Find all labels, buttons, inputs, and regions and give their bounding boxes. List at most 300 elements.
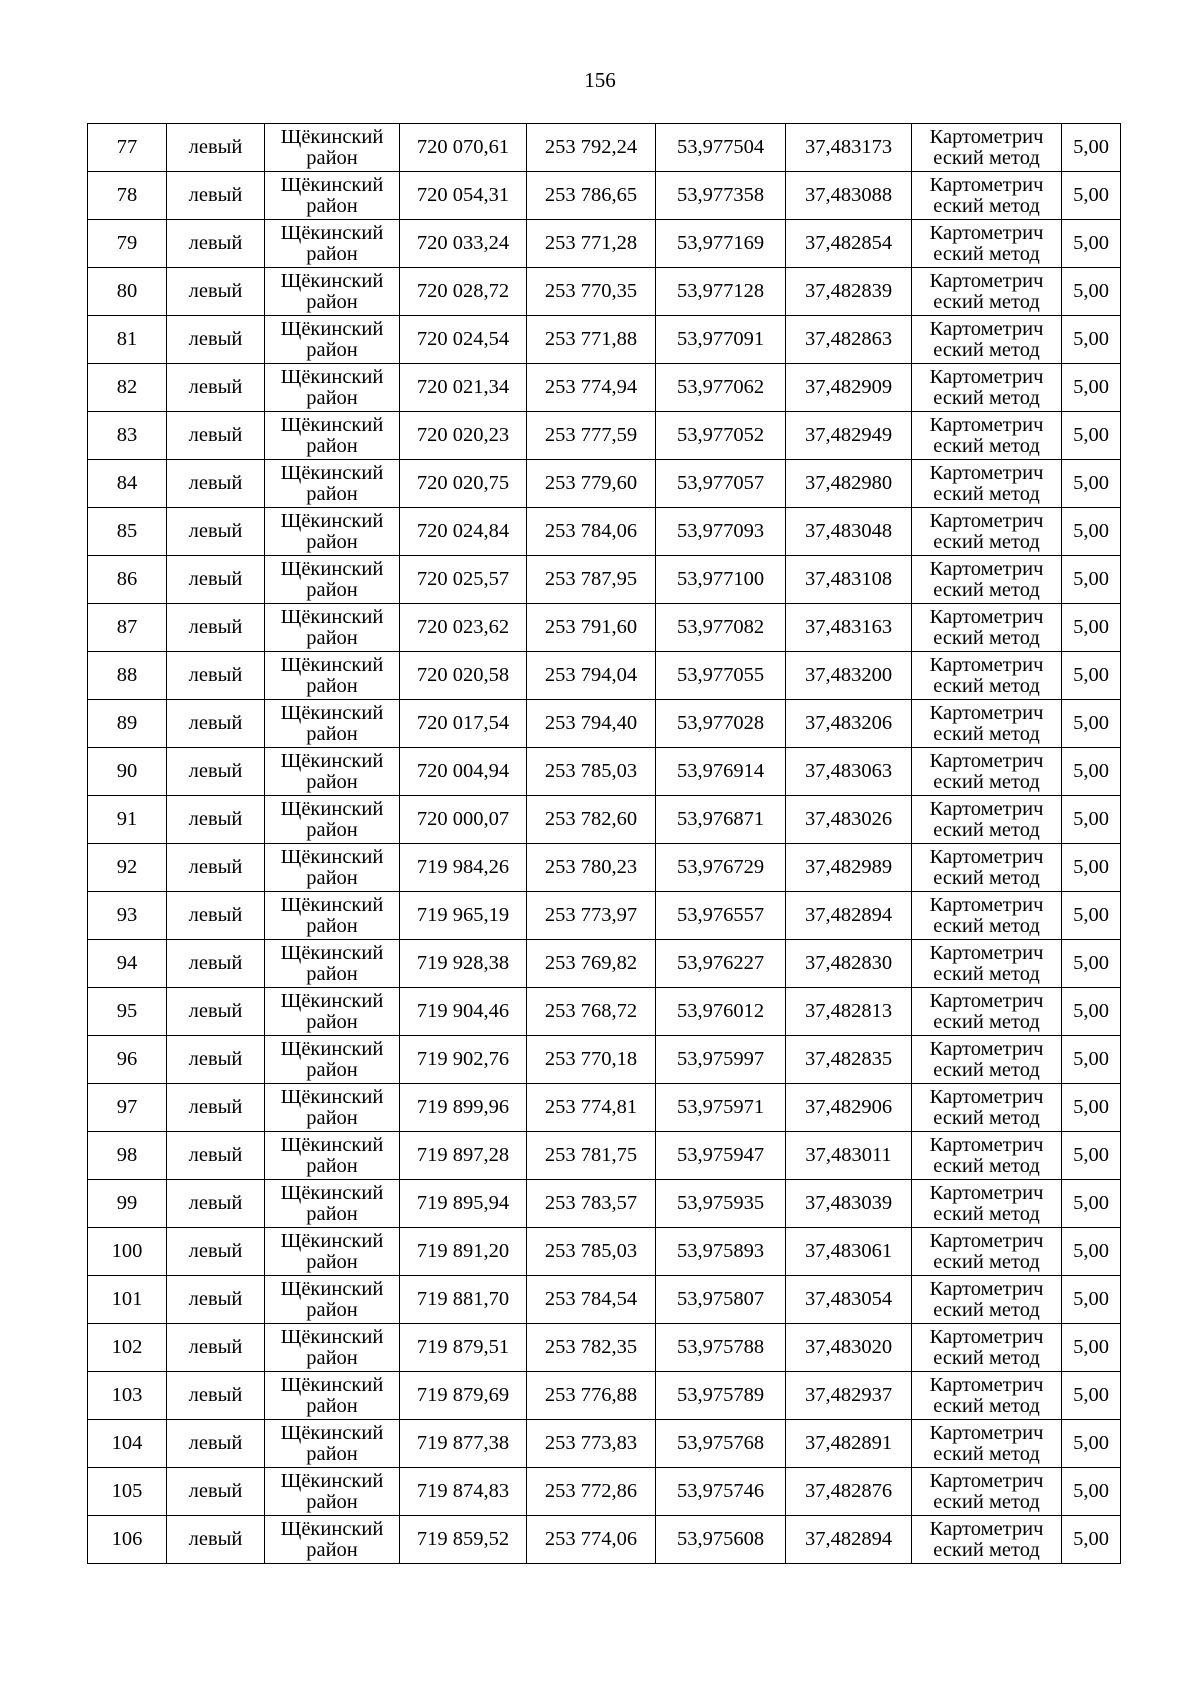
error-cell: 5,00 xyxy=(1062,1228,1121,1276)
latitude-cell: 53,975789 xyxy=(656,1372,786,1420)
method-cell xyxy=(912,460,1062,508)
table-row xyxy=(88,700,1121,748)
side-cell: левый xyxy=(167,604,265,652)
side-cell: левый xyxy=(167,700,265,748)
x-coordinate-cell: 719 895,94 xyxy=(400,1180,527,1228)
district-cell xyxy=(265,796,400,844)
longitude-cell: 37,482949 xyxy=(786,412,912,460)
x-coordinate-cell: 720 023,62 xyxy=(400,604,527,652)
table-row xyxy=(88,1084,1121,1132)
side-cell: левый xyxy=(167,1420,265,1468)
point-number: 103 xyxy=(88,1372,167,1420)
side-cell: левый xyxy=(167,364,265,412)
method-cell xyxy=(912,796,1062,844)
district-cell xyxy=(265,220,400,268)
y-coordinate-cell: 253 785,03 xyxy=(527,748,656,796)
method-line-2: еский метод xyxy=(933,914,1040,937)
method-cell xyxy=(912,1180,1062,1228)
table-row xyxy=(88,172,1121,220)
method-line-2: еский метод xyxy=(933,1442,1040,1465)
latitude-cell: 53,977358 xyxy=(656,172,786,220)
method-cell xyxy=(912,268,1062,316)
district-line-1: Щёкинский xyxy=(280,221,384,244)
district-cell xyxy=(265,940,400,988)
table-row xyxy=(88,1324,1121,1372)
district-cell xyxy=(265,364,400,412)
method-line-1: Картометрич xyxy=(929,461,1044,484)
x-coordinate-cell: 720 000,07 xyxy=(400,796,527,844)
method-line-2: еский метод xyxy=(933,1250,1040,1273)
y-coordinate-cell: 253 787,95 xyxy=(527,556,656,604)
method-line-2: еский метод xyxy=(933,818,1040,841)
district-line-2: район xyxy=(306,1010,358,1033)
point-number: 80 xyxy=(88,268,167,316)
district-line-1: Щёкинский xyxy=(280,365,384,388)
method-cell xyxy=(912,508,1062,556)
district-line-1: Щёкинский xyxy=(280,1373,384,1396)
district-line-1: Щёкинский xyxy=(280,1181,384,1204)
error-cell: 5,00 xyxy=(1062,844,1121,892)
table-row xyxy=(88,1132,1121,1180)
table-row xyxy=(88,556,1121,604)
latitude-cell: 53,977128 xyxy=(656,268,786,316)
method-line-2: еский метод xyxy=(933,434,1040,457)
error-cell: 5,00 xyxy=(1062,220,1121,268)
side-cell: левый xyxy=(167,1036,265,1084)
latitude-cell: 53,976227 xyxy=(656,940,786,988)
district-line-1: Щёкинский xyxy=(280,1037,384,1060)
district-line-2: район xyxy=(306,1298,358,1321)
method-cell xyxy=(912,988,1062,1036)
longitude-cell: 37,483173 xyxy=(786,124,912,172)
latitude-cell: 53,975807 xyxy=(656,1276,786,1324)
x-coordinate-cell: 720 020,58 xyxy=(400,652,527,700)
error-cell: 5,00 xyxy=(1062,940,1121,988)
point-number: 99 xyxy=(88,1180,167,1228)
district-cell xyxy=(265,124,400,172)
error-cell: 5,00 xyxy=(1062,124,1121,172)
district-cell xyxy=(265,1372,400,1420)
district-cell xyxy=(265,1324,400,1372)
latitude-cell: 53,975746 xyxy=(656,1468,786,1516)
longitude-cell: 37,482894 xyxy=(786,1516,912,1564)
error-cell: 5,00 xyxy=(1062,1084,1121,1132)
district-line-1: Щёкинский xyxy=(280,1325,384,1348)
method-line-1: Картометрич xyxy=(929,1229,1044,1252)
method-cell xyxy=(912,1468,1062,1516)
y-coordinate-cell: 253 772,86 xyxy=(527,1468,656,1516)
y-coordinate-cell: 253 771,28 xyxy=(527,220,656,268)
x-coordinate-cell: 719 891,20 xyxy=(400,1228,527,1276)
method-line-2: еский метод xyxy=(933,626,1040,649)
method-line-2: еский метод xyxy=(933,1154,1040,1177)
district-line-2: район xyxy=(306,722,358,745)
latitude-cell: 53,977091 xyxy=(656,316,786,364)
x-coordinate-cell: 720 004,94 xyxy=(400,748,527,796)
point-number: 102 xyxy=(88,1324,167,1372)
side-cell: левый xyxy=(167,988,265,1036)
point-number: 84 xyxy=(88,460,167,508)
method-line-1: Картометрич xyxy=(929,1277,1044,1300)
x-coordinate-cell: 719 874,83 xyxy=(400,1468,527,1516)
method-line-1: Картометрич xyxy=(929,1085,1044,1108)
y-coordinate-cell: 253 782,35 xyxy=(527,1324,656,1372)
method-line-2: еский метод xyxy=(933,1346,1040,1369)
error-cell: 5,00 xyxy=(1062,988,1121,1036)
method-cell xyxy=(912,940,1062,988)
latitude-cell: 53,977100 xyxy=(656,556,786,604)
table-row xyxy=(88,652,1121,700)
table-row xyxy=(88,460,1121,508)
method-line-1: Картометрич xyxy=(929,269,1044,292)
district-line-2: район xyxy=(306,386,358,409)
longitude-cell: 37,482835 xyxy=(786,1036,912,1084)
district-line-2: район xyxy=(306,146,358,169)
table-row xyxy=(88,1372,1121,1420)
method-line-1: Картометрич xyxy=(929,317,1044,340)
district-line-2: район xyxy=(306,1202,358,1225)
table-row xyxy=(88,748,1121,796)
x-coordinate-cell: 719 928,38 xyxy=(400,940,527,988)
error-cell: 5,00 xyxy=(1062,1468,1121,1516)
district-line-2: район xyxy=(306,242,358,265)
method-line-1: Картометрич xyxy=(929,749,1044,772)
x-coordinate-cell: 719 899,96 xyxy=(400,1084,527,1132)
district-line-1: Щёкинский xyxy=(280,845,384,868)
y-coordinate-cell: 253 779,60 xyxy=(527,460,656,508)
district-cell xyxy=(265,700,400,748)
latitude-cell: 53,977169 xyxy=(656,220,786,268)
y-coordinate-cell: 253 774,94 xyxy=(527,364,656,412)
x-coordinate-cell: 719 984,26 xyxy=(400,844,527,892)
district-line-1: Щёкинский xyxy=(280,461,384,484)
district-line-2: район xyxy=(306,290,358,313)
side-cell: левый xyxy=(167,1276,265,1324)
table-row xyxy=(88,796,1121,844)
error-cell: 5,00 xyxy=(1062,364,1121,412)
method-line-1: Картометрич xyxy=(929,893,1044,916)
page-number: 156 xyxy=(584,68,616,92)
longitude-cell: 37,482863 xyxy=(786,316,912,364)
side-cell: левый xyxy=(167,844,265,892)
error-cell: 5,00 xyxy=(1062,892,1121,940)
method-cell xyxy=(912,1324,1062,1372)
longitude-cell: 37,483163 xyxy=(786,604,912,652)
longitude-cell: 37,483054 xyxy=(786,1276,912,1324)
district-cell xyxy=(265,988,400,1036)
district-line-1: Щёкинский xyxy=(280,413,384,436)
longitude-cell: 37,483206 xyxy=(786,700,912,748)
y-coordinate-cell: 253 769,82 xyxy=(527,940,656,988)
method-line-2: еский метод xyxy=(933,386,1040,409)
point-number: 86 xyxy=(88,556,167,604)
district-line-2: район xyxy=(306,962,358,985)
error-cell: 5,00 xyxy=(1062,796,1121,844)
method-line-1: Картометрич xyxy=(929,605,1044,628)
method-cell xyxy=(912,604,1062,652)
method-line-2: еский метод xyxy=(933,1490,1040,1513)
x-coordinate-cell: 720 017,54 xyxy=(400,700,527,748)
side-cell: левый xyxy=(167,1324,265,1372)
method-line-1: Картометрич xyxy=(929,989,1044,1012)
district-cell xyxy=(265,412,400,460)
longitude-cell: 37,482894 xyxy=(786,892,912,940)
table-row xyxy=(88,1228,1121,1276)
latitude-cell: 53,975608 xyxy=(656,1516,786,1564)
district-line-2: район xyxy=(306,578,358,601)
point-number: 89 xyxy=(88,700,167,748)
error-cell: 5,00 xyxy=(1062,604,1121,652)
point-number: 88 xyxy=(88,652,167,700)
district-line-2: район xyxy=(306,770,358,793)
longitude-cell: 37,483020 xyxy=(786,1324,912,1372)
method-line-1: Картометрич xyxy=(929,653,1044,676)
district-cell xyxy=(265,1420,400,1468)
table-row xyxy=(88,1180,1121,1228)
method-line-1: Картометрич xyxy=(929,701,1044,724)
method-line-2: еский метод xyxy=(933,338,1040,361)
method-line-1: Картометрич xyxy=(929,797,1044,820)
error-cell: 5,00 xyxy=(1062,1276,1121,1324)
y-coordinate-cell: 253 774,06 xyxy=(527,1516,656,1564)
district-cell xyxy=(265,892,400,940)
latitude-cell: 53,975997 xyxy=(656,1036,786,1084)
x-coordinate-cell: 720 020,23 xyxy=(400,412,527,460)
district-line-1: Щёкинский xyxy=(280,509,384,532)
y-coordinate-cell: 253 770,18 xyxy=(527,1036,656,1084)
method-line-2: еский метод xyxy=(933,770,1040,793)
district-line-1: Щёкинский xyxy=(280,317,384,340)
method-cell xyxy=(912,892,1062,940)
method-cell xyxy=(912,1228,1062,1276)
latitude-cell: 53,975788 xyxy=(656,1324,786,1372)
district-cell xyxy=(265,1180,400,1228)
error-cell: 5,00 xyxy=(1062,268,1121,316)
latitude-cell: 53,976871 xyxy=(656,796,786,844)
district-cell xyxy=(265,652,400,700)
side-cell: левый xyxy=(167,268,265,316)
point-number: 105 xyxy=(88,1468,167,1516)
point-number: 81 xyxy=(88,316,167,364)
error-cell: 5,00 xyxy=(1062,1036,1121,1084)
method-line-1: Картометрич xyxy=(929,1133,1044,1156)
district-cell xyxy=(265,1516,400,1564)
point-number: 97 xyxy=(88,1084,167,1132)
latitude-cell: 53,977504 xyxy=(656,124,786,172)
district-line-1: Щёкинский xyxy=(280,1469,384,1492)
method-cell xyxy=(912,1276,1062,1324)
district-line-2: район xyxy=(306,626,358,649)
method-line-1: Картометрич xyxy=(929,1517,1044,1540)
y-coordinate-cell: 253 771,88 xyxy=(527,316,656,364)
longitude-cell: 37,483200 xyxy=(786,652,912,700)
y-coordinate-cell: 253 785,03 xyxy=(527,1228,656,1276)
method-line-1: Картометрич xyxy=(929,1181,1044,1204)
district-line-2: район xyxy=(306,434,358,457)
side-cell: левый xyxy=(167,1132,265,1180)
method-cell xyxy=(912,652,1062,700)
table-body xyxy=(88,124,1121,1564)
district-line-1: Щёкинский xyxy=(280,893,384,916)
method-line-1: Картометрич xyxy=(929,1037,1044,1060)
district-cell xyxy=(265,844,400,892)
method-line-2: еский метод xyxy=(933,1538,1040,1561)
table-row xyxy=(88,940,1121,988)
error-cell: 5,00 xyxy=(1062,556,1121,604)
method-line-2: еский метод xyxy=(933,194,1040,217)
point-number: 78 xyxy=(88,172,167,220)
table-row xyxy=(88,316,1121,364)
table-row xyxy=(88,220,1121,268)
latitude-cell: 53,977055 xyxy=(656,652,786,700)
error-cell: 5,00 xyxy=(1062,1372,1121,1420)
longitude-cell: 37,482980 xyxy=(786,460,912,508)
y-coordinate-cell: 253 782,60 xyxy=(527,796,656,844)
district-line-1: Щёкинский xyxy=(280,557,384,580)
table-row xyxy=(88,1516,1121,1564)
x-coordinate-cell: 720 033,24 xyxy=(400,220,527,268)
table-row xyxy=(88,844,1121,892)
district-line-1: Щёкинский xyxy=(280,653,384,676)
y-coordinate-cell: 253 773,97 xyxy=(527,892,656,940)
district-line-2: район xyxy=(306,1154,358,1177)
point-number: 90 xyxy=(88,748,167,796)
side-cell: левый xyxy=(167,508,265,556)
method-line-2: еский метод xyxy=(933,962,1040,985)
method-line-2: еский метод xyxy=(933,290,1040,313)
district-cell xyxy=(265,268,400,316)
error-cell: 5,00 xyxy=(1062,1180,1121,1228)
method-line-1: Картометрич xyxy=(929,509,1044,532)
y-coordinate-cell: 253 777,59 xyxy=(527,412,656,460)
longitude-cell: 37,482839 xyxy=(786,268,912,316)
latitude-cell: 53,977052 xyxy=(656,412,786,460)
y-coordinate-cell: 253 786,65 xyxy=(527,172,656,220)
district-cell xyxy=(265,1228,400,1276)
district-line-1: Щёкинский xyxy=(280,941,384,964)
latitude-cell: 53,976557 xyxy=(656,892,786,940)
x-coordinate-cell: 720 070,61 xyxy=(400,124,527,172)
error-cell: 5,00 xyxy=(1062,316,1121,364)
district-line-2: район xyxy=(306,1538,358,1561)
latitude-cell: 53,977028 xyxy=(656,700,786,748)
latitude-cell: 53,977082 xyxy=(656,604,786,652)
point-number: 100 xyxy=(88,1228,167,1276)
x-coordinate-cell: 719 965,19 xyxy=(400,892,527,940)
x-coordinate-cell: 720 025,57 xyxy=(400,556,527,604)
coordinates-table xyxy=(87,123,1121,1564)
method-line-2: еский метод xyxy=(933,722,1040,745)
point-number: 92 xyxy=(88,844,167,892)
method-cell xyxy=(912,1132,1062,1180)
longitude-cell: 37,483011 xyxy=(786,1132,912,1180)
point-number: 96 xyxy=(88,1036,167,1084)
method-cell xyxy=(912,844,1062,892)
longitude-cell: 37,482909 xyxy=(786,364,912,412)
method-cell xyxy=(912,316,1062,364)
side-cell: левый xyxy=(167,892,265,940)
longitude-cell: 37,483039 xyxy=(786,1180,912,1228)
district-line-1: Щёкинский xyxy=(280,125,384,148)
side-cell: левый xyxy=(167,412,265,460)
error-cell: 5,00 xyxy=(1062,1420,1121,1468)
method-cell xyxy=(912,1036,1062,1084)
district-line-2: район xyxy=(306,866,358,889)
method-line-1: Картометрич xyxy=(929,221,1044,244)
longitude-cell: 37,483063 xyxy=(786,748,912,796)
point-number: 77 xyxy=(88,124,167,172)
x-coordinate-cell: 720 054,31 xyxy=(400,172,527,220)
method-line-1: Картометрич xyxy=(929,1373,1044,1396)
district-line-2: район xyxy=(306,818,358,841)
district-line-2: район xyxy=(306,530,358,553)
district-line-2: район xyxy=(306,338,358,361)
longitude-cell: 37,482854 xyxy=(786,220,912,268)
method-line-2: еский метод xyxy=(933,1058,1040,1081)
point-number: 95 xyxy=(88,988,167,1036)
method-cell xyxy=(912,556,1062,604)
error-cell: 5,00 xyxy=(1062,508,1121,556)
method-cell xyxy=(912,1420,1062,1468)
district-line-1: Щёкинский xyxy=(280,797,384,820)
y-coordinate-cell: 253 784,54 xyxy=(527,1276,656,1324)
method-line-2: еский метод xyxy=(933,1202,1040,1225)
longitude-cell: 37,482906 xyxy=(786,1084,912,1132)
district-cell xyxy=(265,1132,400,1180)
x-coordinate-cell: 719 877,38 xyxy=(400,1420,527,1468)
longitude-cell: 37,482876 xyxy=(786,1468,912,1516)
x-coordinate-cell: 719 904,46 xyxy=(400,988,527,1036)
latitude-cell: 53,976914 xyxy=(656,748,786,796)
method-cell xyxy=(912,1372,1062,1420)
district-cell xyxy=(265,1276,400,1324)
point-number: 104 xyxy=(88,1420,167,1468)
error-cell: 5,00 xyxy=(1062,172,1121,220)
side-cell: левый xyxy=(167,316,265,364)
side-cell: левый xyxy=(167,220,265,268)
table-row xyxy=(88,124,1121,172)
table-row xyxy=(88,1468,1121,1516)
district-line-2: район xyxy=(306,1106,358,1129)
district-line-2: район xyxy=(306,1346,358,1369)
table-row xyxy=(88,1420,1121,1468)
side-cell: левый xyxy=(167,1516,265,1564)
latitude-cell: 53,976012 xyxy=(656,988,786,1036)
x-coordinate-cell: 720 028,72 xyxy=(400,268,527,316)
longitude-cell: 37,483061 xyxy=(786,1228,912,1276)
district-cell xyxy=(265,172,400,220)
longitude-cell: 37,482830 xyxy=(786,940,912,988)
district-line-1: Щёкинский xyxy=(280,749,384,772)
x-coordinate-cell: 720 024,84 xyxy=(400,508,527,556)
y-coordinate-cell: 253 781,75 xyxy=(527,1132,656,1180)
district-cell xyxy=(265,1036,400,1084)
point-number: 93 xyxy=(88,892,167,940)
district-line-1: Щёкинский xyxy=(280,1421,384,1444)
side-cell: левый xyxy=(167,940,265,988)
x-coordinate-cell: 719 902,76 xyxy=(400,1036,527,1084)
table-row xyxy=(88,988,1121,1036)
table-row xyxy=(88,364,1121,412)
table-row xyxy=(88,1036,1121,1084)
method-line-1: Картометрич xyxy=(929,941,1044,964)
longitude-cell: 37,483088 xyxy=(786,172,912,220)
point-number: 83 xyxy=(88,412,167,460)
district-line-1: Щёкинский xyxy=(280,1277,384,1300)
x-coordinate-cell: 720 021,34 xyxy=(400,364,527,412)
y-coordinate-cell: 253 780,23 xyxy=(527,844,656,892)
point-number: 94 xyxy=(88,940,167,988)
